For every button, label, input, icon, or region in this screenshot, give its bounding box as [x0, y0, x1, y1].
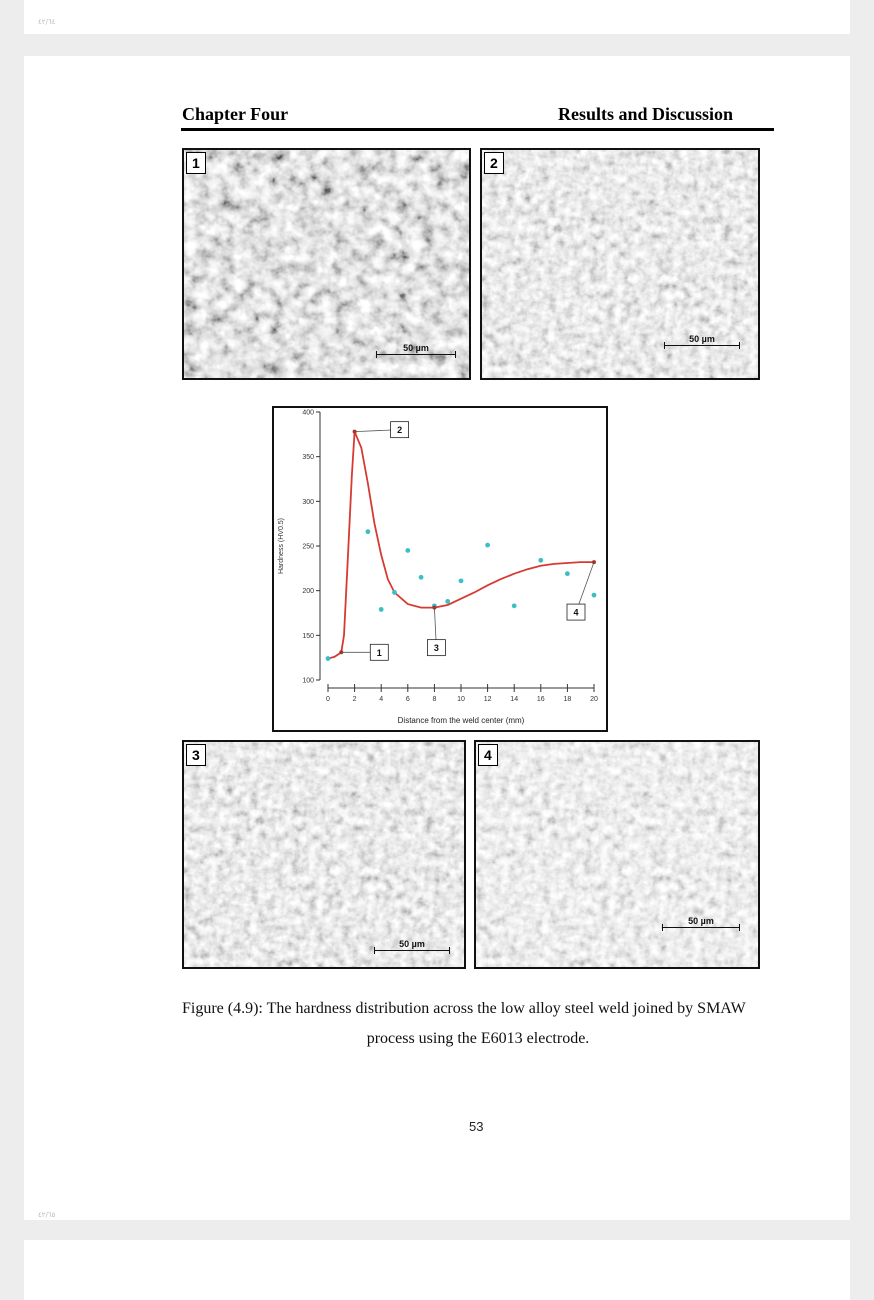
next-page-edge: [24, 1240, 850, 1300]
micrograph-3-texture: [184, 742, 464, 967]
micrograph-4-texture: [476, 742, 758, 967]
micrograph-2-label: 2: [484, 152, 504, 174]
x-tick-label: 4: [379, 696, 384, 703]
x-tick-label: 8: [432, 696, 437, 703]
chapter-title: Chapter Four: [182, 104, 289, 124]
y-tick-label: 350: [302, 454, 314, 462]
y-tick-label: 400: [302, 409, 314, 417]
data-point: [419, 575, 424, 580]
data-point: [485, 543, 490, 548]
data-point: [538, 558, 543, 563]
x-axis-label: Distance from the weld center (mm): [397, 716, 525, 725]
x-tick-label: 12: [483, 696, 492, 703]
micrograph-4-label: 4: [478, 744, 498, 766]
scale-bar-text: 50 µm: [689, 334, 715, 344]
y-tick-label: 150: [302, 632, 314, 640]
x-tick-label: 18: [563, 696, 572, 703]
hardness-chart: [272, 406, 608, 732]
corner-mark-top: ٤٢/٦٤: [38, 18, 56, 26]
caption-line-1: Figure (4.9): The hardness distribution across the low alloy steel weld joined by SMAW: [182, 1000, 746, 1017]
micrograph-1: [182, 148, 471, 380]
micrograph-2-scale-bar: [664, 334, 740, 346]
x-tick-label: 10: [457, 696, 465, 703]
micrograph-2: [480, 148, 760, 380]
data-point: [459, 578, 464, 583]
x-tick-label: 14: [510, 696, 519, 703]
header-rule: [181, 128, 774, 131]
data-point: [565, 571, 570, 576]
callout-label: 2: [397, 425, 403, 436]
x-tick-label: 20: [590, 696, 598, 703]
micrograph-1-label: 1: [186, 152, 206, 174]
page-number: 53: [469, 1119, 484, 1134]
previous-page-edge: [24, 0, 850, 34]
section-title: Results and Discussion: [558, 104, 734, 124]
callout-label: 1: [376, 647, 382, 658]
y-tick-label: 300: [302, 498, 314, 506]
micrograph-3-label: 3: [186, 744, 206, 766]
callout-label: 3: [433, 643, 439, 654]
data-point: [366, 529, 371, 534]
micrograph-4-scale-bar: [662, 916, 740, 928]
corner-mark-bottom: ٤٢/٦٥: [38, 1211, 56, 1219]
scale-bar-text: 50 µm: [688, 916, 714, 926]
y-axis-label: Hardness (HV0.5): [278, 517, 285, 575]
data-point: [379, 607, 384, 612]
x-tick-label: 0: [326, 696, 330, 703]
data-point: [405, 548, 410, 553]
data-point: [512, 603, 517, 608]
micrograph-3-scale-bar: [374, 939, 450, 951]
y-tick-label: 250: [302, 543, 314, 551]
caption-line-2: process using the E6013 electrode.: [366, 1030, 590, 1047]
hardness-chart-svg: [274, 408, 606, 730]
data-point: [326, 656, 331, 661]
scale-bar-text: 50 µm: [399, 939, 425, 949]
micrograph-3: [182, 740, 466, 969]
x-tick-label: 16: [536, 696, 545, 703]
data-point: [592, 593, 597, 598]
callout-label: 4: [573, 607, 579, 618]
x-tick-label: 6: [405, 696, 410, 703]
scale-bar-text: 50 µm: [403, 343, 429, 353]
x-tick-label: 2: [352, 696, 357, 703]
data-point: [392, 590, 397, 595]
micrograph-1-scale-bar: [376, 343, 456, 355]
figure-caption: [182, 994, 774, 1054]
y-tick-label: 200: [302, 588, 314, 596]
y-tick-label: 100: [302, 677, 314, 685]
data-point: [445, 599, 450, 604]
fit-curve: [328, 432, 594, 659]
micrograph-4: [474, 740, 760, 969]
